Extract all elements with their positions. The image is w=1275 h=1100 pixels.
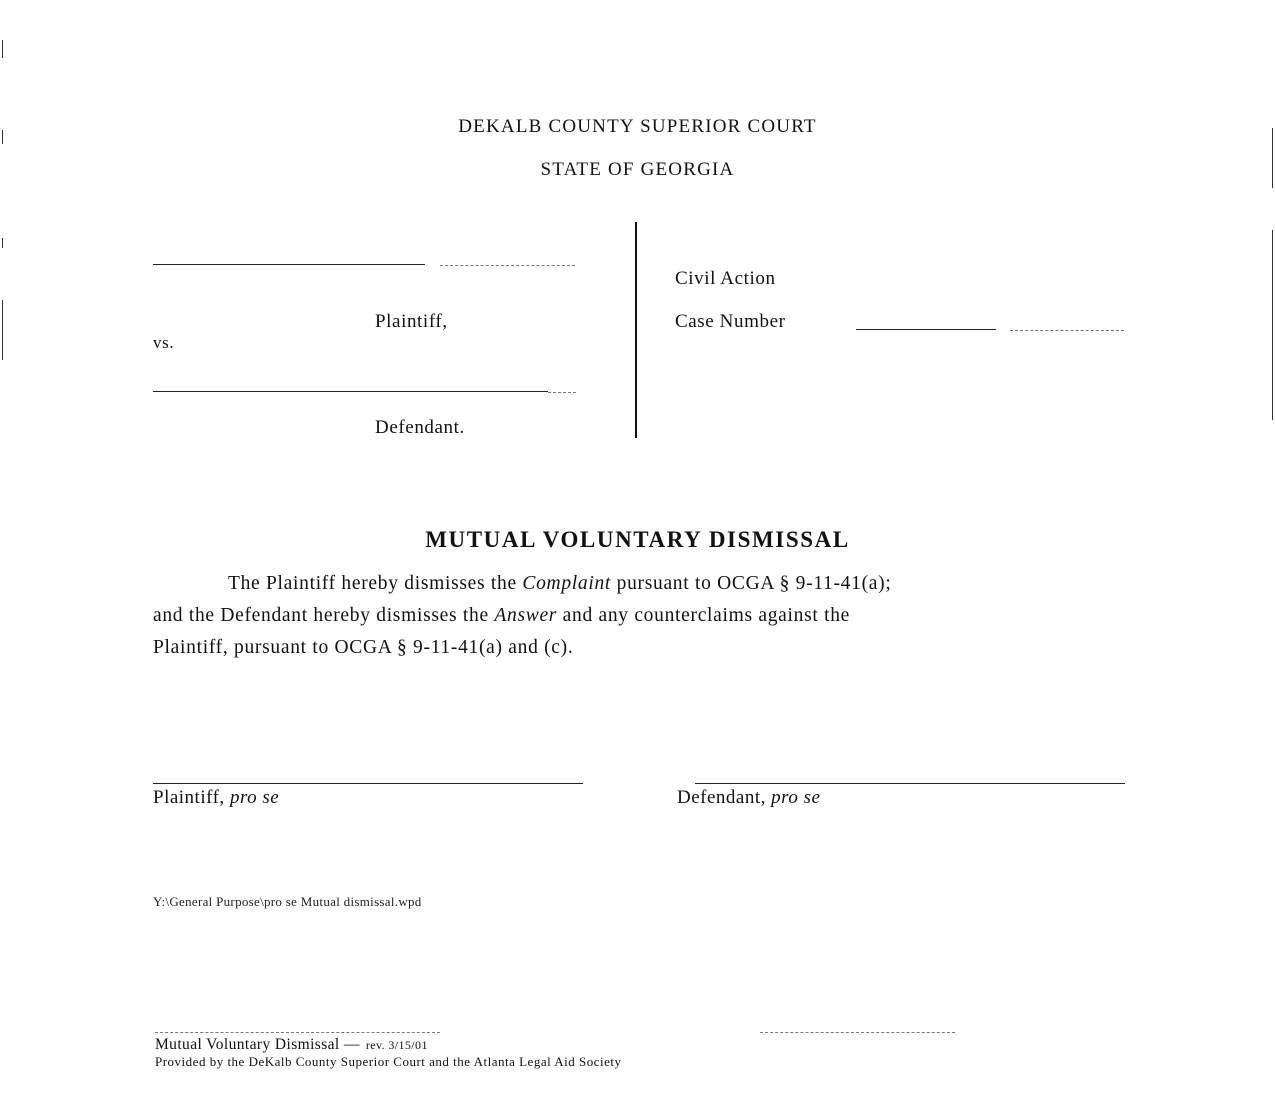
state-name: STATE OF GEORGIA xyxy=(540,159,735,180)
defendant-label: Defendant. xyxy=(375,417,465,438)
document-title: MUTUAL VOLUNTARY DISMISSAL xyxy=(425,527,850,552)
plaintiff-signature-line xyxy=(153,783,583,784)
footer-revision: rev. 3/15/01 xyxy=(365,1038,428,1052)
body-line-1-a: The Plaintiff hereby dismisses the xyxy=(228,573,523,594)
plaintiff-name-line xyxy=(153,264,425,265)
footer-rule-left xyxy=(155,1032,440,1033)
court-name: DEKALB COUNTY SUPERIOR COURT xyxy=(458,116,817,137)
plaintiff-pro-se: pro se xyxy=(229,787,280,808)
footer-form-line xyxy=(155,1036,428,1054)
plaintiff-label: Plaintiff, xyxy=(375,311,448,332)
civil-action-label: Civil Action xyxy=(675,268,776,289)
defendant-signature-label xyxy=(677,787,820,809)
plaintiff-signature-label xyxy=(153,787,279,809)
case-number-label: Case Number xyxy=(675,311,786,332)
body-line-1-b: pursuant to OCGA § 9-11-41(a); xyxy=(611,573,892,594)
scan-speck xyxy=(2,40,3,58)
defendant-pro-se: pro se xyxy=(771,787,821,808)
body-line-1 xyxy=(228,573,891,595)
case-number-line xyxy=(856,329,996,330)
answer-term: Answer xyxy=(494,605,558,626)
defendant-signature-line xyxy=(695,783,1125,784)
footer-rule-right xyxy=(760,1032,955,1033)
defendant-name-line xyxy=(153,391,548,392)
footer-provided-by: Provided by the DeKalb County Superior Court and the Atlanta Legal Aid Society xyxy=(155,1054,622,1069)
caption-divider xyxy=(635,222,637,438)
scan-speck xyxy=(1272,128,1273,188)
body-line-2-a: and the Defendant hereby dismisses the xyxy=(153,605,495,626)
file-path: Y:\General Purpose\pro se Mutual dismissal.wpd xyxy=(153,894,422,909)
scan-speck xyxy=(2,130,3,144)
complaint-term: Complaint xyxy=(522,573,612,594)
plaintiff-signature-role: Plaintiff, xyxy=(153,787,230,808)
footer-form-name: Mutual Voluntary Dismissal — xyxy=(155,1036,360,1053)
defendant-name-line-faded xyxy=(548,392,576,393)
scan-speck xyxy=(2,238,3,248)
body-line-2-b: and any counterclaims against the xyxy=(557,605,851,626)
scan-speck xyxy=(2,300,3,360)
defendant-signature-role: Defendant, xyxy=(677,787,772,808)
scan-speck xyxy=(1272,230,1273,420)
vs-label: vs. xyxy=(153,333,175,352)
body-line-3: Plaintiff, pursuant to OCGA § 9-11-41(a) and (c). xyxy=(153,637,574,658)
plaintiff-name-line-faded xyxy=(440,265,575,266)
case-number-line-faded xyxy=(1010,330,1124,331)
body-line-2 xyxy=(153,605,850,627)
